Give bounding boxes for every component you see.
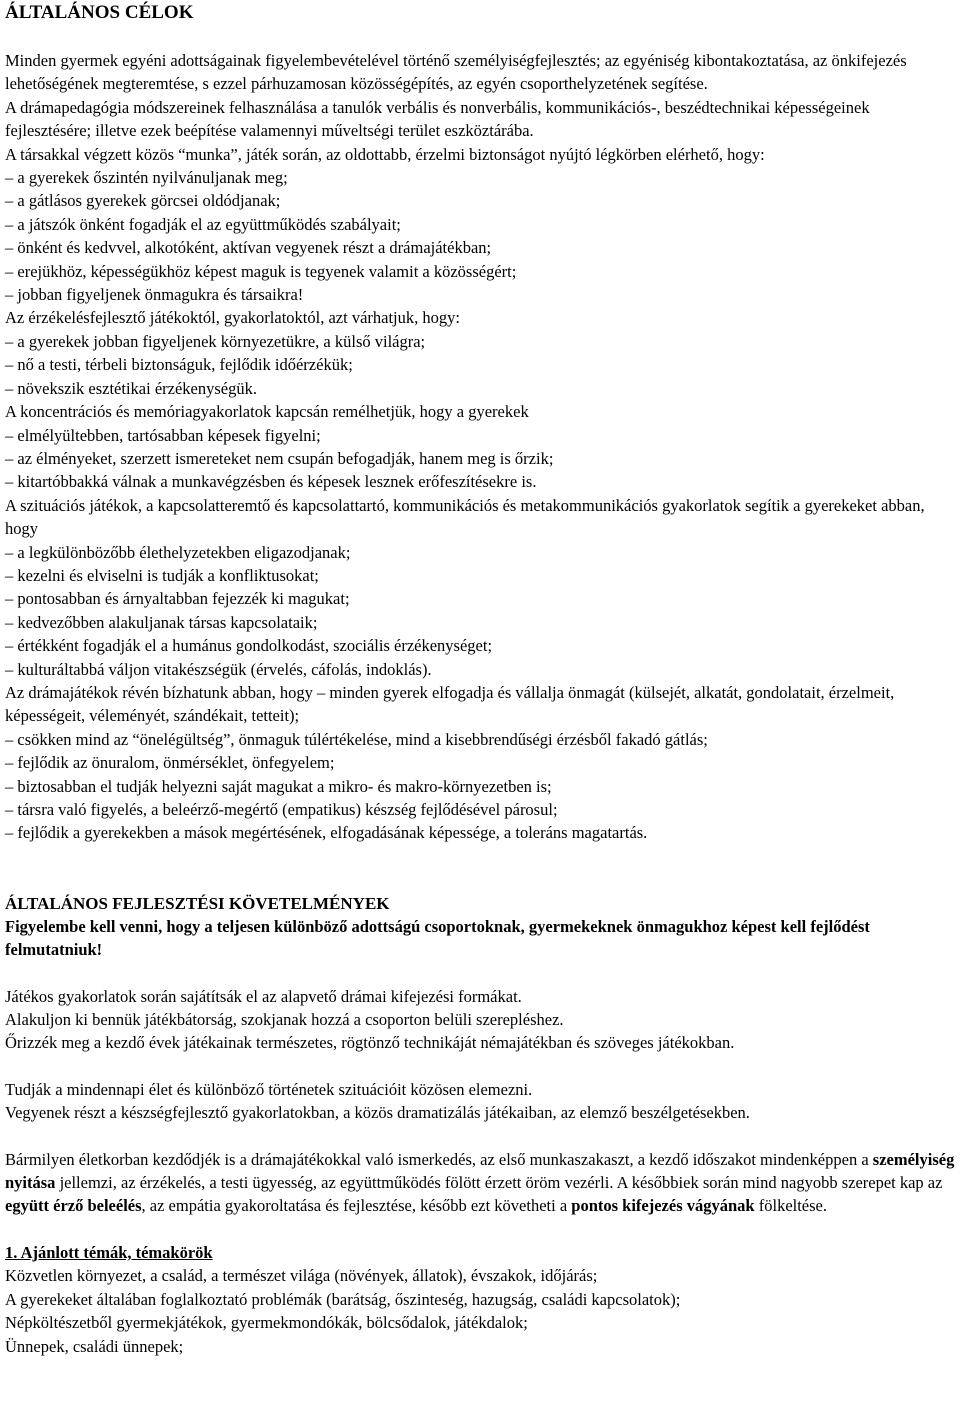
list-item: – biztosabban el tudják helyezni saját magukat a mikro- és makro-környezetben is; — [5, 776, 552, 796]
paragraph-line: Őrizzék meg a kezdő évek játékainak természetes, rögtönző technikáját némajátékban és szöveges játékokban. — [5, 1033, 735, 1053]
section-title-fejlesztesi-kovetelmenyek: ÁLTALÁNOS FEJLESZTÉSI KÖVETELMÉNYEK — [5, 893, 390, 913]
list-item: – kitartóbbakká válnak a munkavégzésben és képesek lesznek erőfeszítésekre is. — [5, 472, 537, 492]
list-item: – növekszik esztétikai érzékenységük. — [5, 378, 257, 398]
list-item: – erejükhöz, képességükhöz képest maguk is tegyenek valamit a közösségért; — [5, 261, 517, 281]
list-item: – a gátlásos gyerekek görcsei oldódjanak; — [5, 191, 281, 211]
list-item: – a legkülönbözőbb élethelyzetekben eligazodjanak; — [5, 542, 351, 562]
list-item: – a gyerekek őszintén nyilvánuljanak meg; — [5, 168, 288, 188]
document-page — [5, 0, 957, 1358]
intro-paragraph: Minden gyermek egyéni adottságainak figyelembevételével történő személyiségfejlesztés; az egyéniség kibontakoztatása, az önkifejezés lehetőségének megteremtése, s ezzel párhuzamosan közösségépítés, az egyén csoporthelyzetének segítése. — [5, 51, 907, 94]
list-item: – kezelni és elviselni is tudják a konfliktusokat; — [5, 565, 319, 585]
paragraph-line: Alakuljon ki bennük játékbátorság, szokjanak hozzá a csoporton belüli szerepléshez. — [5, 1010, 564, 1030]
section-title-ajanlott-temak: 1. Ajánlott témák, témakörök — [5, 1242, 213, 1262]
list-item: – kedvezőbben alakuljanak társas kapcsolataik; — [5, 612, 318, 632]
list-item: – fejlődik a gyerekekben a mások megértésének, elfogadásának képessége, a toleráns magatartás. — [5, 823, 648, 843]
list-item: – nő a testi, térbeli biztonságuk, fejlődik időérzékük; — [5, 355, 353, 375]
list-item: – elmélyültebben, tartósabban képesek figyelni; — [5, 425, 321, 445]
group4-intro: A szituációs játékok, a kapcsolatteremtő és kapcsolattartó, kommunikációs és metakommunikációs gyakorlatok segítik a gyerekeket abban, hogy — [5, 495, 925, 539]
list-item: – fejlődik az önuralom, önmérséklet, önfegyelem; — [5, 753, 335, 773]
text-run: , az empátia gyakoroltatása és fejlesztése, később ezt követheti a — [141, 1196, 572, 1216]
topic-line: Népköltészetből gyermekjátékok, gyermekmondókák, bölcsődalok, játékdalok; — [5, 1313, 528, 1333]
paragraph-line: Tudják a mindennapi élet és különböző történetek szituációit közösen elemezni. — [5, 1079, 533, 1099]
topic-line: Közvetlen környezet, a család, a természet világa (növények, állatok), évszakok, időjárás; — [5, 1266, 598, 1286]
drama-method-paragraph: A drámapedagógia módszereinek felhasználása a tanulók verbális és nonverbális, kommunikációs-, beszédtechnikai képességeinek fejlesztésére; illetve ezek beépítése valamennyi műveltségi terület eszköztárába. — [5, 97, 870, 141]
list-item: – csökken mind az “önelégültség”, önmaguk túlértékelése, mind a kisebbrendűségi érzésből fakadó gátlás; — [5, 729, 708, 749]
list-item: – a játszók önként fogadják el az együttműködés szabályait; — [5, 214, 401, 234]
text-run: fölkeltése. — [754, 1196, 827, 1216]
paragraph-line: Vegyenek részt a készségfejlesztő gyakorlatokban, a közös dramatizálás játékaiban, az elemző beszélgetésekben. — [5, 1103, 750, 1123]
list-item: – jobban figyeljenek önmagukra és társaikra! — [5, 285, 304, 305]
list-item: – társra való figyelés, a beleérző-megértő (empatikus) készség fejlődésével párosul; — [5, 800, 558, 819]
topic-line: A gyerekeket általában foglalkoztató problémák (barátság, őszinteség, hazugság, családi kapcsolatok); — [5, 1289, 681, 1309]
paragraph-line: Játékos gyakorlatok során sajátítsák el az alapvető drámai kifejezési formákat. — [5, 986, 522, 1006]
text-run: Bármilyen életkorban kezdődjék is a drámajátékokkal való ismerkedés, az első munkaszakaszt, a kezdő időszakot mindenképpen a — [5, 1149, 873, 1169]
group3-intro: A koncentrációs és memóriagyakorlatok kapcsán remélhetjük, hogy a gyerekek — [5, 402, 529, 422]
bold-statement: Figyelembe kell venni, hogy a teljesen különböző adottságú csoportoknak, gyermekeknek önmagukhoz képest kell fejlődést felmutatniuk! — [5, 916, 870, 960]
list-item: – kulturáltabbá váljon vitakészségük (érvelés, cáfolás, indoklás). — [5, 659, 432, 679]
emphasis-precise-expression: pontos kifejezés vágyának — [571, 1196, 755, 1216]
list-item: – értékként fogadják el a humánus gondolkodást, szociális érzékenységet; — [5, 636, 493, 656]
group2-intro: Az érzékelésfejlesztő játékoktól, gyakorlatoktól, azt várhatjuk, hogy: — [5, 308, 460, 328]
list-item: – az élményeket, szerzett ismereteket nem csupán befogadják, hanem meg is őrzik; — [5, 448, 554, 468]
list-item: – pontosabban és árnyaltabban fejezzék ki magukat; — [5, 589, 350, 609]
group1-intro: A társakkal végzett közös “munka”, játék során, az oldottabb, érzelmi biztonságot nyújtó légkörben elérhető, hogy: — [5, 144, 765, 164]
personality-paragraph — [5, 1148, 957, 1218]
group5-intro: Az drámajátékok révén bízhatunk abban, hogy – minden gyerek elfogadja és vállalja önmagát (külsejét, alkatát, gondolatait, érzelmeit, képességeit, véleményét, szándékait, tetteit); — [5, 682, 895, 726]
emphasis-empathic-immersion: együtt érző beleélés — [5, 1196, 142, 1216]
topic-line: Ünnepek, családi ünnepek; — [5, 1336, 184, 1356]
emphasis-personality-opening: személyiség nyitása — [5, 1149, 955, 1193]
list-item: – a gyerekek jobban figyeljenek környezetükre, a külső világra; — [5, 331, 426, 351]
list-item: – önként és kedvvel, alkotóként, aktívan vegyenek részt a drámajátékban; — [5, 238, 492, 258]
section-title-altalanos-celok: ÁLTALÁNOS CÉLOK — [5, 2, 194, 23]
text-run: jellemzi, az érzékelés, a testi ügyesség, az együttműködés fölött érzett öröm vezérli. A későbbiek során mind nagyobb szerepet kap az — [55, 1173, 943, 1193]
